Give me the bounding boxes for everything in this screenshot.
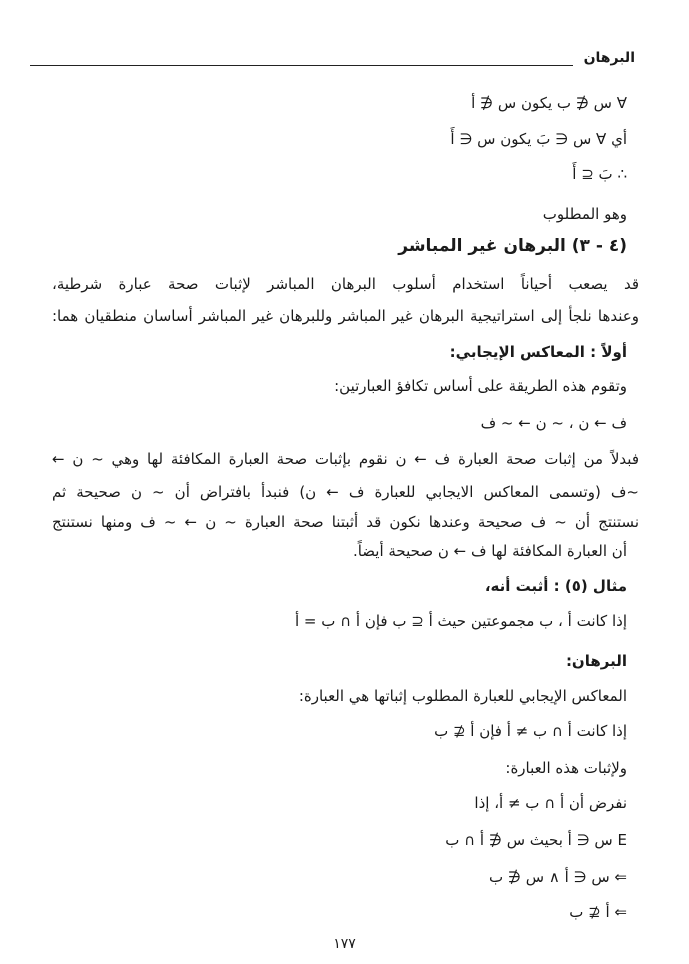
- math-line: أي ∀ س ∈ بَ يكون س ∈ أَ: [450, 130, 627, 148]
- paragraph-line: فبدلاً من إثبات صحة العبارة ف ← ن نقوم بإثبات صحة العبارة المكافئة لها وهي ~ ن ←: [52, 450, 639, 468]
- proof-line: ⇐ س ∈ أ ∧ س ∉ ب: [489, 868, 627, 886]
- proof-heading: البرهان:: [565, 652, 627, 670]
- formula-line: ف ← ن ، ~ ن ← ~ ف: [480, 414, 627, 432]
- header-title: البرهان: [583, 50, 635, 66]
- proof-line: إذا كانت أ ∩ ب ≠ أ فإن أ ⊈ ب: [434, 722, 627, 740]
- math-line: ∴ بَ ⊆ أَ: [572, 165, 627, 183]
- example-statement: إذا كانت أ ، ب مجموعتين حيث أ ⊆ ب فإن أ ∩ ب = أ: [295, 612, 627, 630]
- section-heading: (٤ - ٣) البرهان غير المباشر: [398, 236, 627, 256]
- example-heading: مثال (٥) : أثبت أنه،: [484, 577, 627, 595]
- paragraph-line: وعندها نلجأ إلى استراتيجية البرهان غير المباشر وللبرهان غير المباشر أساسان منطقيان هما:: [52, 307, 639, 325]
- conclusion-line: وهو المطلوب: [542, 205, 627, 223]
- proof-line: ⇐ أ ⊈ ب: [569, 903, 627, 921]
- paragraph-line: قد يصعب أحياناً استخدام أسلوب البرهان المباشر لإثبات صحة عبارة شرطية،: [52, 275, 639, 293]
- proof-line: ولإثبات هذه العبارة:: [505, 759, 627, 777]
- page-number: ١٧٧: [333, 936, 356, 952]
- math-line: ∀ س ∉ ب يكون س ∉ أ: [471, 94, 627, 112]
- proof-line: E س ∈ أ بحيث س ∉ أ ∩ ب: [445, 831, 627, 849]
- paragraph-line: ~ف (وتسمى المعاكس الايجابي للعبارة ف ← ن) فنبدأ بافتراض أن ~ ن صحيحة ثم: [52, 483, 639, 501]
- paragraph-line: نستنتج أن ~ ف صحيحة وعندها نكون قد أثبتنا صحة العبارة ~ ن ← ~ ف ومنها نستنتج: [52, 513, 639, 531]
- proof-line: المعاكس الإيجابي للعبارة المطلوب إثباتها هي العبارة:: [298, 687, 627, 705]
- paragraph-line: أن العبارة المكافئة لها ف ← ن صحيحة أيضاً.: [352, 542, 627, 560]
- running-header: [30, 46, 635, 72]
- header-rule: [30, 65, 573, 66]
- proof-line: نفرض أن أ ∩ ب ≠ أ، إذا: [474, 794, 627, 812]
- paragraph-line: وتقوم هذه الطريقة على أساس تكافؤ العبارتين:: [334, 377, 627, 395]
- subheading: أولاً : المعاكس الإيجابي:: [449, 343, 627, 361]
